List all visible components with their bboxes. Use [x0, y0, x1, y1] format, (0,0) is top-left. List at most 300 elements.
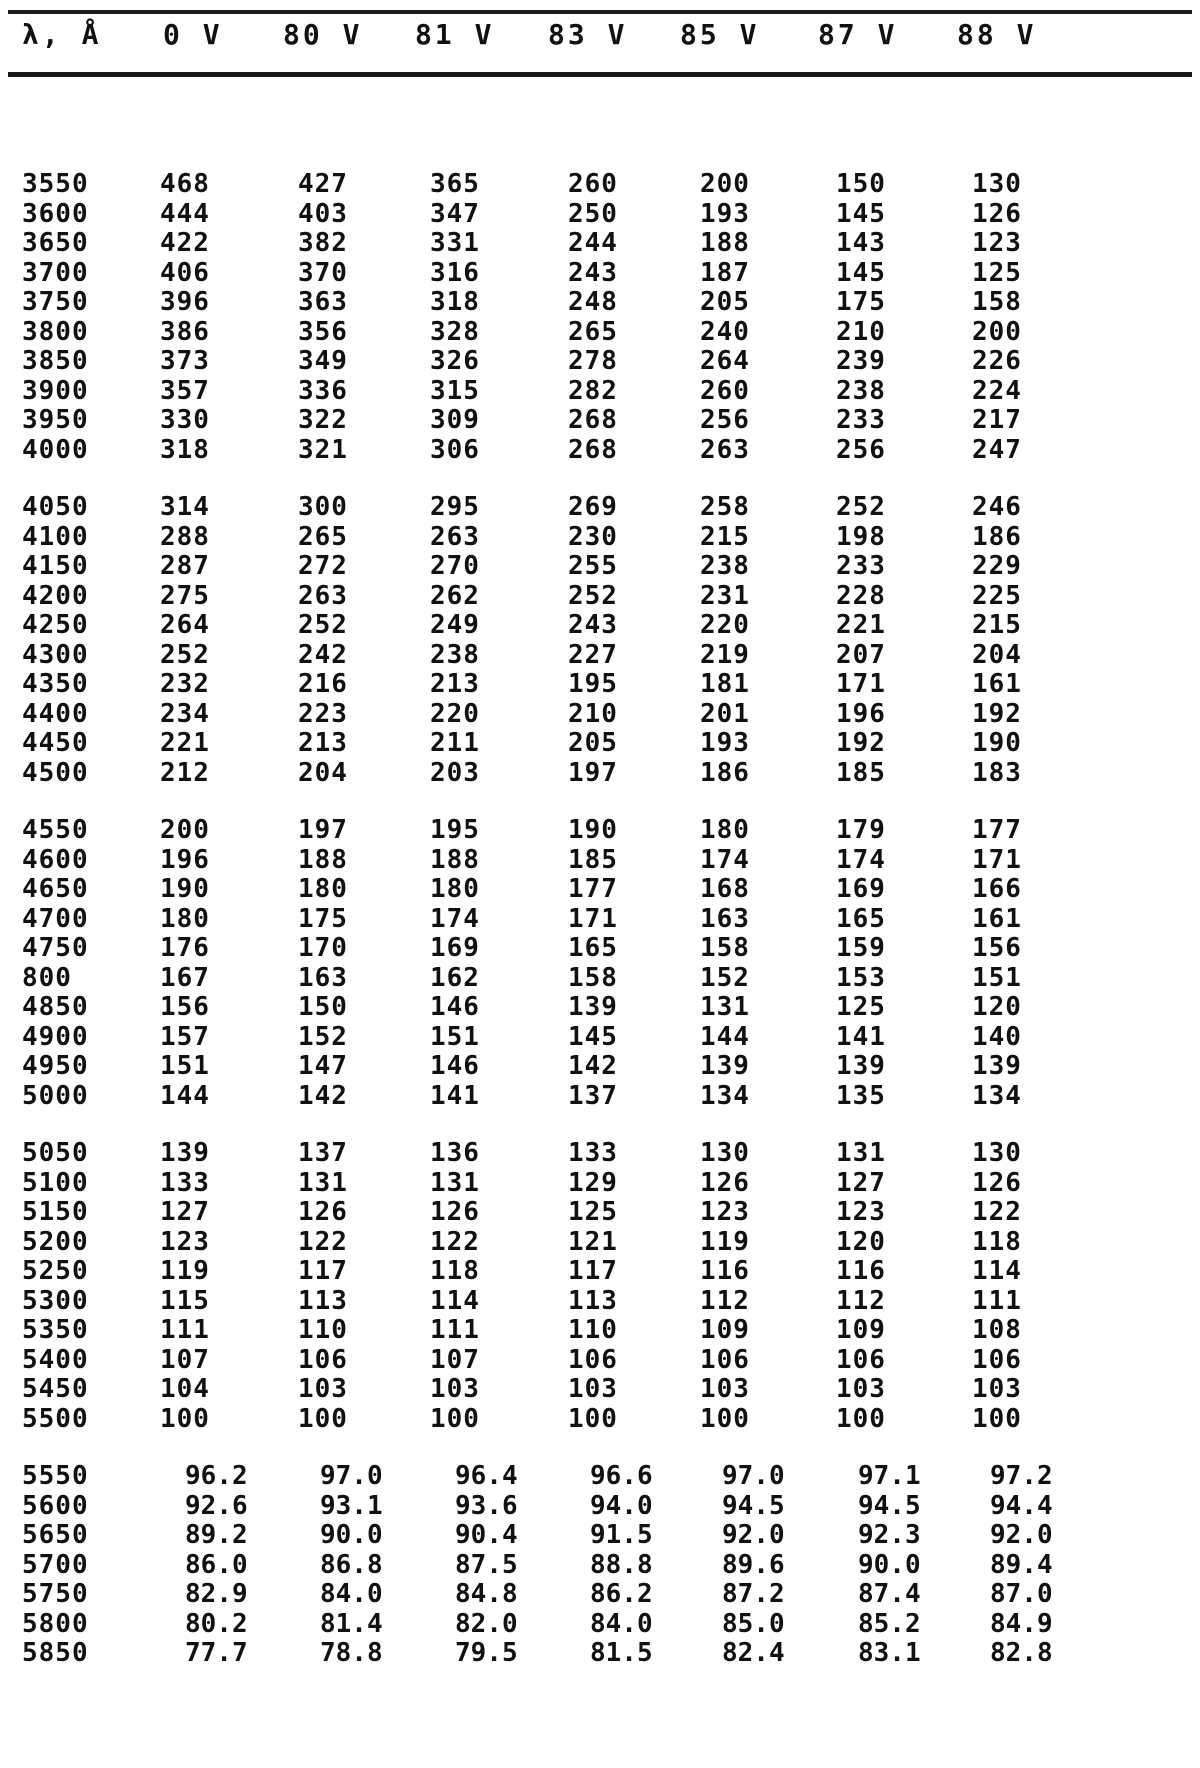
value-cell: 87.2	[722, 1579, 785, 1609]
table-row	[0, 552, 1200, 582]
value-cell: 107	[430, 1344, 480, 1375]
value-cell: 82.0	[455, 1608, 518, 1639]
value-cell: 190	[568, 815, 618, 845]
value-cell: 169	[836, 874, 886, 904]
value-cell: 109	[700, 1315, 750, 1345]
value-cell: 282	[568, 375, 618, 406]
value-cell: 336	[298, 375, 348, 406]
value-cell: 215	[972, 610, 1022, 640]
value-cell: 249	[430, 610, 480, 640]
value-cell: 153	[836, 962, 886, 993]
value-cell: 107	[160, 1344, 210, 1375]
value-cell: 123	[160, 1226, 210, 1257]
value-cell: 318	[160, 434, 210, 465]
wavelength-cell: 5100	[22, 1167, 89, 1198]
value-cell: 200	[160, 815, 210, 845]
value-cell: 260	[700, 375, 750, 406]
value-cell: 125	[568, 1197, 618, 1227]
value-cell: 468	[160, 169, 210, 199]
value-cell: 357	[160, 375, 210, 406]
value-cell: 94.5	[722, 1490, 785, 1521]
value-cell: 234	[160, 698, 210, 729]
value-cell: 139	[836, 1051, 886, 1081]
value-cell: 373	[160, 346, 210, 376]
wavelength-cell: 4050	[22, 492, 89, 522]
table-row	[0, 200, 1200, 230]
wavelength-cell: 4900	[22, 1021, 89, 1052]
value-cell: 252	[298, 610, 348, 640]
value-cell: 93.6	[455, 1490, 518, 1521]
value-cell: 131	[298, 1167, 348, 1198]
value-cell: 198	[836, 521, 886, 552]
value-cell: 322	[298, 405, 348, 435]
value-cell: 86.8	[320, 1549, 383, 1580]
table-row	[0, 1492, 1200, 1522]
table-row	[0, 611, 1200, 641]
value-cell: 256	[836, 434, 886, 465]
value-cell: 133	[568, 1138, 618, 1168]
value-cell: 100	[700, 1403, 750, 1434]
value-cell: 117	[298, 1256, 348, 1286]
value-cell: 140	[972, 1021, 1022, 1052]
table-row	[0, 846, 1200, 876]
value-cell: 108	[972, 1315, 1022, 1345]
wavelength-cell: 5000	[22, 1080, 89, 1111]
value-cell: 118	[972, 1226, 1022, 1257]
wavelength-cell: 5850	[22, 1638, 89, 1668]
value-cell: 188	[430, 844, 480, 875]
value-cell: 139	[160, 1138, 210, 1168]
table-row	[0, 670, 1200, 700]
wavelength-cell: 3700	[22, 257, 89, 288]
row-group	[0, 1139, 1200, 1434]
value-cell: 122	[298, 1226, 348, 1257]
value-cell: 227	[568, 639, 618, 670]
value-cell: 103	[430, 1374, 480, 1404]
value-cell: 110	[298, 1315, 348, 1345]
value-cell: 127	[160, 1197, 210, 1227]
wavelength-cell: 4550	[22, 815, 89, 845]
value-cell: 116	[836, 1256, 886, 1286]
table-row	[0, 493, 1200, 523]
value-cell: 156	[160, 992, 210, 1022]
value-cell: 309	[430, 405, 480, 435]
value-cell: 156	[972, 933, 1022, 963]
value-cell: 130	[972, 1138, 1022, 1168]
table-row	[0, 259, 1200, 289]
value-cell: 97.0	[320, 1461, 383, 1491]
value-cell: 258	[700, 492, 750, 522]
value-cell: 158	[568, 962, 618, 993]
value-cell: 126	[972, 1167, 1022, 1198]
value-cell: 180	[430, 874, 480, 904]
value-cell: 300	[298, 492, 348, 522]
value-cell: 112	[700, 1285, 750, 1316]
value-cell: 232	[160, 669, 210, 699]
header-voltage-col: 83 V	[548, 18, 628, 51]
value-cell: 200	[972, 316, 1022, 347]
value-cell: 220	[700, 610, 750, 640]
table-row	[0, 1405, 1200, 1435]
value-cell: 166	[972, 874, 1022, 904]
value-cell: 225	[972, 580, 1022, 611]
value-cell: 240	[700, 316, 750, 347]
table-row	[0, 875, 1200, 905]
value-cell: 125	[836, 992, 886, 1022]
value-cell: 188	[298, 844, 348, 875]
value-cell: 141	[836, 1021, 886, 1052]
value-cell: 94.0	[590, 1490, 653, 1521]
value-cell: 331	[430, 228, 480, 258]
table-row	[0, 1346, 1200, 1376]
value-cell: 242	[298, 639, 348, 670]
value-cell: 144	[160, 1080, 210, 1111]
value-cell: 326	[430, 346, 480, 376]
value-cell: 175	[836, 287, 886, 317]
value-cell: 114	[430, 1285, 480, 1316]
value-cell: 113	[568, 1285, 618, 1316]
value-cell: 106	[700, 1344, 750, 1375]
wavelength-cell: 4650	[22, 874, 89, 904]
value-cell: 129	[568, 1167, 618, 1198]
table-row	[0, 1228, 1200, 1258]
value-cell: 163	[298, 962, 348, 993]
value-cell: 97.1	[858, 1461, 921, 1491]
value-cell: 174	[836, 844, 886, 875]
table-row	[0, 318, 1200, 348]
value-cell: 145	[568, 1021, 618, 1052]
value-cell: 139	[700, 1051, 750, 1081]
table-row	[0, 1169, 1200, 1199]
table-header-rule	[8, 72, 1192, 77]
value-cell: 170	[298, 933, 348, 963]
value-cell: 188	[700, 228, 750, 258]
value-cell: 265	[568, 316, 618, 347]
value-cell: 97.2	[990, 1461, 1053, 1491]
value-cell: 163	[700, 903, 750, 934]
value-cell: 94.5	[858, 1490, 921, 1521]
value-cell: 224	[972, 375, 1022, 406]
value-cell: 111	[160, 1315, 210, 1345]
value-cell: 180	[700, 815, 750, 845]
table-row	[0, 582, 1200, 612]
wavelength-cell: 4950	[22, 1051, 89, 1081]
value-cell: 142	[298, 1080, 348, 1111]
value-cell: 159	[836, 933, 886, 963]
value-cell: 174	[430, 903, 480, 934]
value-cell: 204	[972, 639, 1022, 670]
table-row	[0, 1639, 1200, 1669]
value-cell: 205	[700, 287, 750, 317]
value-cell: 406	[160, 257, 210, 288]
value-cell: 190	[160, 874, 210, 904]
value-cell: 270	[430, 551, 480, 581]
value-cell: 444	[160, 198, 210, 229]
value-cell: 422	[160, 228, 210, 258]
value-cell: 239	[836, 346, 886, 376]
value-cell: 365	[430, 169, 480, 199]
value-cell: 219	[700, 639, 750, 670]
value-cell: 349	[298, 346, 348, 376]
row-group	[0, 1462, 1200, 1669]
value-cell: 82.9	[185, 1579, 248, 1609]
value-cell: 83.1	[858, 1638, 921, 1668]
value-cell: 116	[700, 1256, 750, 1286]
value-cell: 100	[160, 1403, 210, 1434]
wavelength-cell: 5500	[22, 1403, 89, 1434]
value-cell: 151	[430, 1021, 480, 1052]
value-cell: 87.0	[990, 1579, 1053, 1609]
value-cell: 175	[298, 903, 348, 934]
wavelength-cell: 5700	[22, 1549, 89, 1580]
value-cell: 161	[972, 903, 1022, 934]
value-cell: 123	[700, 1197, 750, 1227]
value-cell: 193	[700, 198, 750, 229]
value-cell: 86.2	[590, 1579, 653, 1609]
wavelength-cell: 4600	[22, 844, 89, 875]
value-cell: 135	[836, 1080, 886, 1111]
value-cell: 356	[298, 316, 348, 347]
value-cell: 126	[700, 1167, 750, 1198]
table-row	[0, 1580, 1200, 1610]
value-cell: 88.8	[590, 1549, 653, 1580]
value-cell: 176	[160, 933, 210, 963]
value-cell: 86.0	[185, 1549, 248, 1580]
value-cell: 216	[298, 669, 348, 699]
value-cell: 100	[972, 1403, 1022, 1434]
value-cell: 278	[568, 346, 618, 376]
header-voltage-col: 85 V	[680, 18, 760, 51]
table-row	[0, 1052, 1200, 1082]
value-cell: 110	[568, 1315, 618, 1345]
value-cell: 171	[568, 903, 618, 934]
value-cell: 197	[568, 757, 618, 788]
value-cell: 80.2	[185, 1608, 248, 1639]
value-cell: 196	[836, 698, 886, 729]
value-cell: 81.4	[320, 1608, 383, 1639]
value-cell: 104	[160, 1374, 210, 1404]
value-cell: 90.0	[858, 1549, 921, 1580]
value-cell: 145	[836, 198, 886, 229]
table-row	[0, 1257, 1200, 1287]
value-cell: 85.2	[858, 1608, 921, 1639]
table-row	[0, 1287, 1200, 1317]
value-cell: 89.2	[185, 1520, 248, 1550]
row-group	[0, 816, 1200, 1111]
wavelength-cell: 5050	[22, 1138, 89, 1168]
value-cell: 87.4	[858, 1579, 921, 1609]
value-cell: 252	[160, 639, 210, 670]
value-cell: 243	[568, 610, 618, 640]
value-cell: 131	[700, 992, 750, 1022]
value-cell: 103	[568, 1374, 618, 1404]
value-cell: 85.0	[722, 1608, 785, 1639]
value-cell: 113	[298, 1285, 348, 1316]
wavelength-cell: 4100	[22, 521, 89, 552]
value-cell: 118	[430, 1256, 480, 1286]
value-cell: 248	[568, 287, 618, 317]
value-cell: 131	[836, 1138, 886, 1168]
value-cell: 174	[700, 844, 750, 875]
value-cell: 262	[430, 580, 480, 611]
table-header	[0, 18, 1200, 68]
value-cell: 243	[568, 257, 618, 288]
wavelength-cell: 4250	[22, 610, 89, 640]
value-cell: 192	[836, 728, 886, 758]
table-row	[0, 1082, 1200, 1112]
value-cell: 137	[298, 1138, 348, 1168]
wavelength-cell: 3750	[22, 287, 89, 317]
value-cell: 120	[836, 1226, 886, 1257]
value-cell: 146	[430, 992, 480, 1022]
wavelength-cell: 5250	[22, 1256, 89, 1286]
value-cell: 92.3	[858, 1520, 921, 1550]
value-cell: 158	[972, 287, 1022, 317]
value-cell: 139	[972, 1051, 1022, 1081]
wavelength-cell: 4700	[22, 903, 89, 934]
table-row	[0, 905, 1200, 935]
wavelength-cell: 4000	[22, 434, 89, 465]
value-cell: 215	[700, 521, 750, 552]
value-cell: 79.5	[455, 1638, 518, 1668]
value-cell: 306	[430, 434, 480, 465]
value-cell: 169	[430, 933, 480, 963]
value-cell: 146	[430, 1051, 480, 1081]
value-cell: 210	[836, 316, 886, 347]
value-cell: 205	[568, 728, 618, 758]
table-row	[0, 229, 1200, 259]
value-cell: 87.5	[455, 1549, 518, 1580]
value-cell: 427	[298, 169, 348, 199]
value-cell: 94.4	[990, 1490, 1053, 1521]
value-cell: 151	[972, 962, 1022, 993]
wavelength-cell: 4200	[22, 580, 89, 611]
wavelength-cell: 5150	[22, 1197, 89, 1227]
value-cell: 263	[700, 434, 750, 465]
value-cell: 212	[160, 757, 210, 788]
value-cell: 157	[160, 1021, 210, 1052]
value-cell: 244	[568, 228, 618, 258]
wavelength-cell: 5350	[22, 1315, 89, 1345]
value-cell: 221	[836, 610, 886, 640]
value-cell: 103	[298, 1374, 348, 1404]
table-row	[0, 934, 1200, 964]
value-cell: 213	[430, 669, 480, 699]
value-cell: 144	[700, 1021, 750, 1052]
wavelength-cell: 3550	[22, 169, 89, 199]
value-cell: 263	[430, 521, 480, 552]
header-voltage-col: 80 V	[283, 18, 363, 51]
value-cell: 252	[836, 492, 886, 522]
wavelength-cell: 4450	[22, 728, 89, 758]
value-cell: 82.8	[990, 1638, 1053, 1668]
value-cell: 119	[700, 1226, 750, 1257]
value-cell: 111	[972, 1285, 1022, 1316]
value-cell: 195	[568, 669, 618, 699]
table-body	[0, 170, 1200, 1697]
value-cell: 179	[836, 815, 886, 845]
value-cell: 100	[836, 1403, 886, 1434]
value-cell: 275	[160, 580, 210, 611]
value-cell: 192	[972, 698, 1022, 729]
wavelength-cell: 5400	[22, 1344, 89, 1375]
table-row	[0, 170, 1200, 200]
wavelength-cell: 5200	[22, 1226, 89, 1257]
value-cell: 187	[700, 257, 750, 288]
table-row	[0, 406, 1200, 436]
value-cell: 106	[298, 1344, 348, 1375]
wavelength-cell: 3600	[22, 198, 89, 229]
value-cell: 287	[160, 551, 210, 581]
value-cell: 213	[298, 728, 348, 758]
value-cell: 263	[298, 580, 348, 611]
value-cell: 123	[836, 1197, 886, 1227]
value-cell: 168	[700, 874, 750, 904]
value-cell: 123	[972, 228, 1022, 258]
value-cell: 204	[298, 757, 348, 788]
table-row	[0, 1375, 1200, 1405]
wavelength-cell: 4500	[22, 757, 89, 788]
value-cell: 130	[700, 1138, 750, 1168]
value-cell: 81.5	[590, 1638, 653, 1668]
value-cell: 84.0	[590, 1608, 653, 1639]
value-cell: 260	[568, 169, 618, 199]
value-cell: 316	[430, 257, 480, 288]
value-cell: 382	[298, 228, 348, 258]
table-row	[0, 1198, 1200, 1228]
header-voltage-col: 87 V	[818, 18, 898, 51]
value-cell: 167	[160, 962, 210, 993]
value-cell: 106	[568, 1344, 618, 1375]
value-cell: 328	[430, 316, 480, 347]
value-cell: 151	[160, 1051, 210, 1081]
value-cell: 252	[568, 580, 618, 611]
value-cell: 142	[568, 1051, 618, 1081]
value-cell: 92.0	[990, 1520, 1053, 1550]
value-cell: 126	[298, 1197, 348, 1227]
value-cell: 147	[298, 1051, 348, 1081]
value-cell: 223	[298, 698, 348, 729]
value-cell: 139	[568, 992, 618, 1022]
wavelength-cell: 3850	[22, 346, 89, 376]
table-row	[0, 1316, 1200, 1346]
value-cell: 238	[836, 375, 886, 406]
value-cell: 396	[160, 287, 210, 317]
value-cell: 112	[836, 1285, 886, 1316]
value-cell: 90.4	[455, 1520, 518, 1550]
value-cell: 226	[972, 346, 1022, 376]
value-cell: 186	[700, 757, 750, 788]
value-cell: 96.2	[185, 1461, 248, 1491]
value-cell: 193	[700, 728, 750, 758]
value-cell: 152	[298, 1021, 348, 1052]
table-row	[0, 436, 1200, 466]
value-cell: 126	[430, 1197, 480, 1227]
value-cell: 77.7	[185, 1638, 248, 1668]
value-cell: 134	[700, 1080, 750, 1111]
value-cell: 255	[568, 551, 618, 581]
table-row	[0, 288, 1200, 318]
value-cell: 246	[972, 492, 1022, 522]
value-cell: 230	[568, 521, 618, 552]
value-cell: 210	[568, 698, 618, 729]
value-cell: 250	[568, 198, 618, 229]
value-cell: 92.0	[722, 1520, 785, 1550]
table-row	[0, 729, 1200, 759]
value-cell: 386	[160, 316, 210, 347]
value-cell: 130	[972, 169, 1022, 199]
value-cell: 161	[972, 669, 1022, 699]
